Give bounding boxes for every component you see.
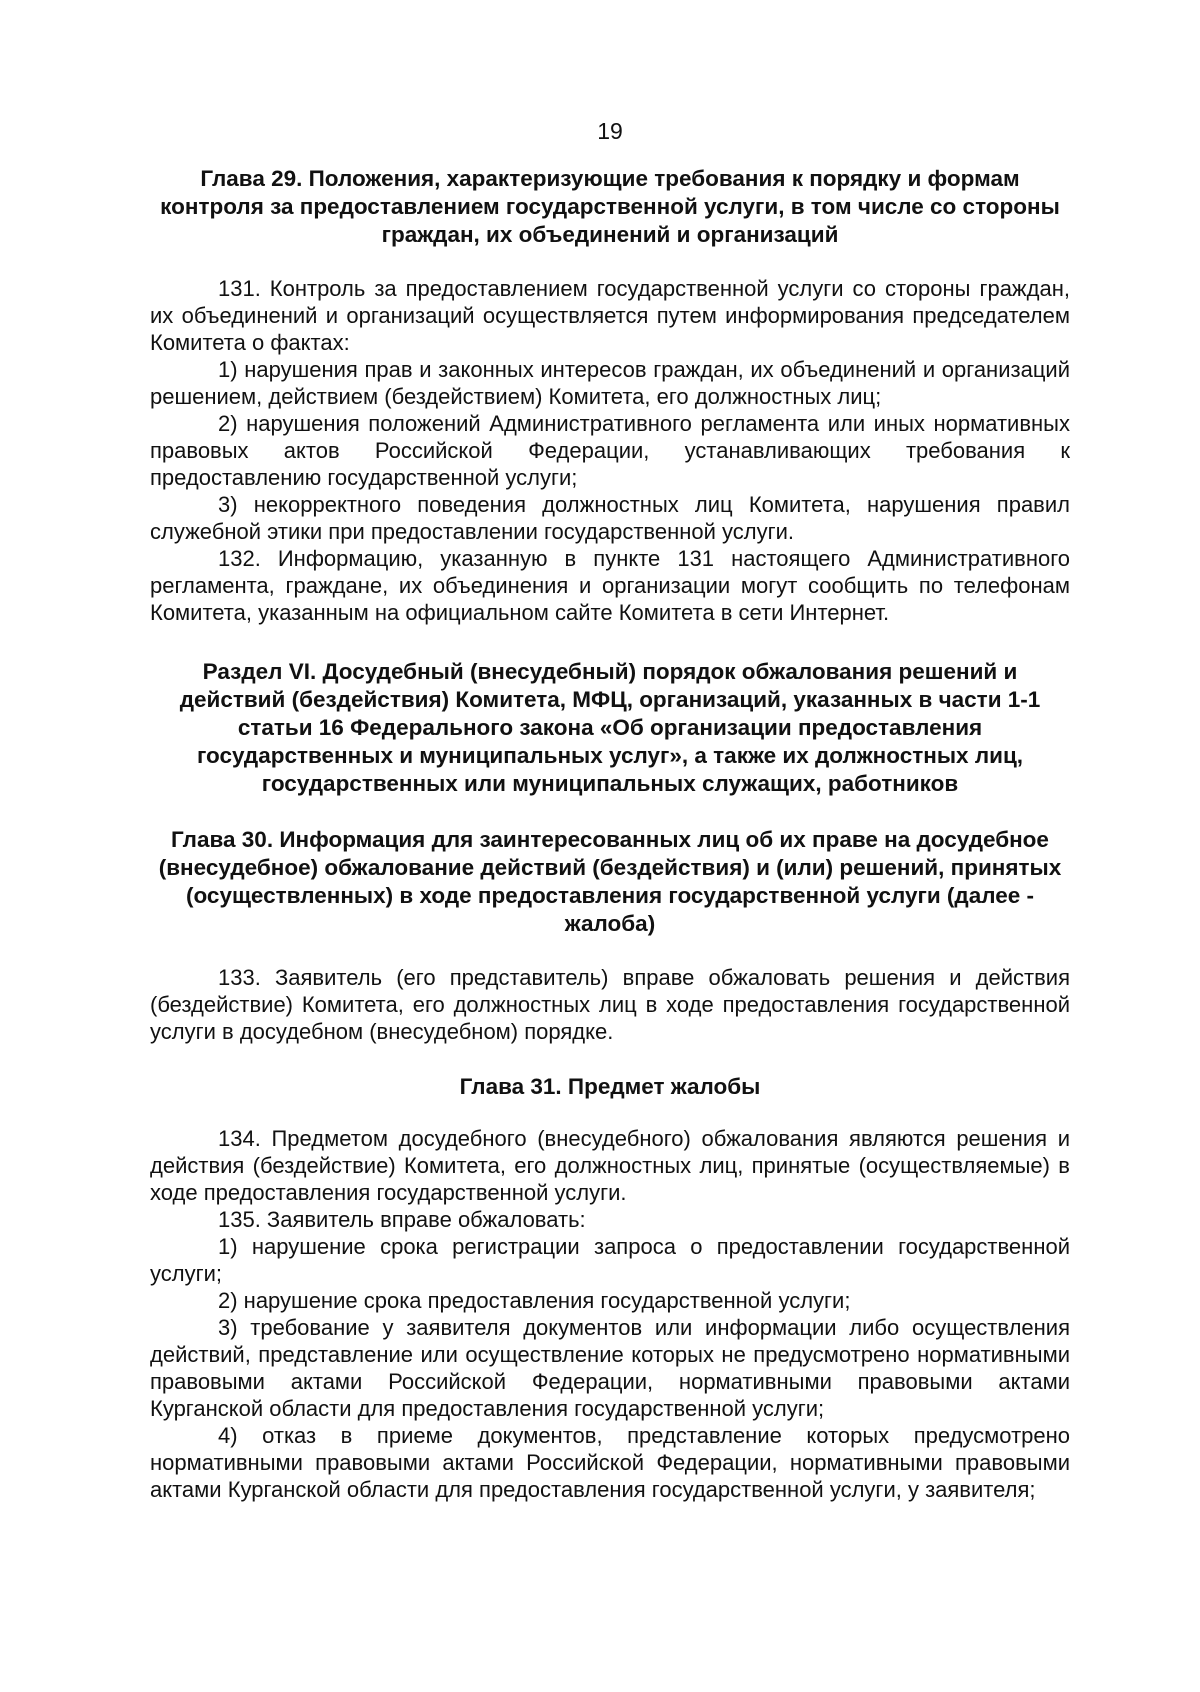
paragraph-135-item-2: 2) нарушение срока предоставления государственной услуги; — [218, 1288, 851, 1313]
heading-line: граждан, их объединений и организаций — [381, 222, 839, 247]
paragraph-133: 133. Заявитель (его представитель) вправе обжаловать решения и действия (бездействие) Комитета, его должностных лиц в ходе предоставления государственной услуги в досудебном (внесудебном) порядке. — [150, 965, 1070, 1044]
page-number: 19 — [597, 118, 623, 144]
heading-line: Раздел VI. Досудебный (внесудебный) порядок обжалования решений и — [202, 659, 1018, 684]
chapter-29-heading — [150, 165, 1070, 249]
document-page — [150, 118, 1070, 1503]
heading-line: Глава 29. Положения, характеризующие требования к порядку и формам — [200, 166, 1020, 191]
chapter-30-heading — [150, 826, 1070, 938]
chapter-30-body — [150, 964, 1070, 1045]
paragraph-135-item-3: 3) требование у заявителя документов или информации либо осуществления действий, представление или осуществление которых не предусмотрено нормативными правовыми актами Российской Федерации, нормативными правовыми актами Курганской области для предоставления государственной услуги; — [150, 1315, 1070, 1421]
heading-line: действий (бездействия) Комитета, МФЦ, организаций, указанных в части 1-1 — [179, 687, 1041, 712]
heading-line: жалоба) — [564, 911, 656, 936]
heading-line: (внесудебное) обжалование действий (бездействия) и (или) решений, принятых — [158, 855, 1062, 880]
heading-line: государственных или муниципальных служащих, работников — [261, 771, 959, 796]
paragraph-131: 131. Контроль за предоставлением государственной услуги со стороны граждан, их объединений и организаций осуществляется путем информирования председателем Комитета о фактах: — [150, 276, 1070, 355]
paragraph-132: 132. Информацию, указанную в пункте 131 настоящего Административного регламента, граждане, их объединения и организации могут сообщить по телефонам Комитета, указанным на официальном сайте Комитета в сети Интернет. — [150, 546, 1070, 625]
paragraph-134: 134. Предметом досудебного (внесудебного) обжалования являются решения и действия (бездействие) Комитета, его должностных лиц, принятые (осуществляемые) в ходе предоставления государственной услуги. — [150, 1126, 1070, 1205]
heading-line: (осуществленных) в ходе предоставления государственной услуги (далее - — [185, 883, 1034, 908]
chapter-31-body — [150, 1125, 1070, 1503]
paragraph-135-item-1: 1) нарушение срока регистрации запроса о предоставлении государственной услуги; — [150, 1234, 1070, 1286]
chapter-31-heading: Глава 31. Предмет жалобы — [459, 1074, 761, 1099]
paragraph-131-item-1: 1) нарушения прав и законных интересов граждан, их объединений и организаций решением, действием (бездействием) Комитета, его должностных лиц; — [150, 357, 1070, 409]
paragraph-135-item-4: 4) отказ в приеме документов, представление которых предусмотрено нормативными правовыми актами Российской Федерации, нормативными правовыми актами Курганской области для предоставления государственной услуги, у заявителя; — [150, 1423, 1070, 1502]
paragraph-135: 135. Заявитель вправе обжаловать: — [218, 1207, 586, 1232]
heading-line: статьи 16 Федерального закона «Об организации предоставления — [237, 715, 983, 740]
paragraph-131-item-2: 2) нарушения положений Административного регламента или иных нормативных правовых актов Российской Федерации, устанавливающих требования к предоставлению государственной услуги; — [150, 411, 1070, 490]
heading-line: контроля за предоставлением государственной услуги, в том числе со стороны — [160, 194, 1060, 219]
paragraph-131-item-3: 3) некорректного поведения должностных лиц Комитета, нарушения правил служебной этики при предоставлении государственной услуги. — [150, 492, 1070, 544]
heading-line: государственных и муниципальных услуг», а также их должностных лиц, — [196, 743, 1024, 768]
chapter-29-body — [150, 275, 1070, 626]
section-6-heading — [150, 658, 1070, 798]
heading-line: Глава 30. Информация для заинтересованных лиц об их праве на досудебное — [171, 827, 1049, 852]
